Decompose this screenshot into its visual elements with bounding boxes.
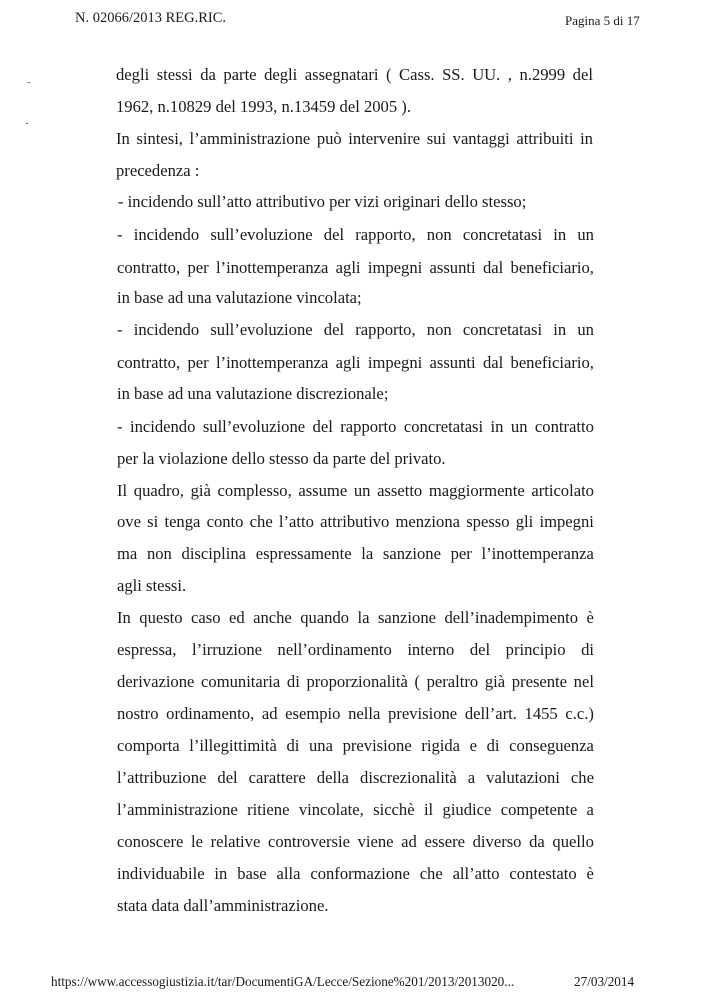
page-label: Pagina 5 di 17 [565, 13, 640, 28]
text-line: ma non disciplina espressamente la sanzione per l’inottemperanza [117, 544, 594, 563]
text-line: - incidendo sull’evoluzione del rapporto concretatasi in un contratto [117, 417, 594, 436]
text-line: in base ad una valutazione vincolata; [117, 288, 362, 307]
text-line: precedenza : [116, 161, 200, 180]
text-line: in base ad una valutazione discrezionale; [117, 384, 389, 403]
text-line: In questo caso ed anche quando la sanzione dell’inadempimento è [117, 608, 594, 627]
footer-date: 27/03/2014 [574, 974, 635, 989]
text-line: derivazione comunitaria di proporzionalità ( peraltro già presente nel [117, 672, 594, 691]
text-line: agli stessi. [117, 576, 187, 595]
text-line: l’amministrazione ritiene vincolate, sicchè il giudice competente a [117, 800, 594, 819]
text-line: contratto, per l’inottemperanza agli impegni assunti dal beneficiario, [117, 258, 594, 277]
text-line: conoscere le relative controversie viene ad essere diverso da quello [117, 832, 594, 851]
text-line: espressa, l’irruzione nell’ordinamento interno del principio di [117, 640, 594, 659]
margin-mark: - [27, 76, 31, 88]
text-line: contratto, per l’inottemperanza agli impegni assunti dal beneficiario, [117, 353, 594, 372]
text-line: individuabile in base alla conformazione che all’atto contestato è [117, 864, 594, 883]
text-line: degli stessi da parte degli assegnatari ( Cass. SS. UU. , n.2999 del [116, 65, 593, 84]
text-line: stata data dall’amministrazione. [117, 896, 329, 915]
case-number: N. 02066/2013 REG.RIC. [75, 10, 227, 26]
footer-url: https://www.accessogiustizia.it/tar/DocumentiGA/Lecce/Sezione%201/2013/2013020... [51, 974, 515, 989]
text-line: per la violazione dello stesso da parte del privato. [117, 449, 446, 468]
text-line: nostro ordinamento, ad esempio nella previsione dell’art. 1455 c.c.) [117, 704, 594, 723]
text-line: - incidendo sull’evoluzione del rapporto, non concretatasi in un [117, 320, 594, 339]
text-line: - incidendo sull’evoluzione del rapporto, non concretatasi in un [117, 225, 594, 244]
text-line: ove si tenga conto che l’atto attributivo menziona spesso gli impegni [117, 512, 594, 531]
text-line: In sintesi, l’amministrazione può intervenire sui vantaggi attribuiti in [116, 129, 593, 148]
text-line: - incidendo sull’atto attributivo per vizi originari dello stesso; [118, 192, 527, 211]
margin-mark: - [25, 117, 29, 129]
text-line: l’attribuzione del carattere della discrezionalità a valutazioni che [117, 768, 594, 787]
text-line: comporta l’illegittimità di una previsione rigida e di conseguenza [117, 736, 594, 755]
text-line: 1962, n.10829 del 1993, n.13459 del 2005 ). [116, 97, 411, 116]
text-line: Il quadro, già complesso, assume un assetto maggiormente articolato [117, 481, 594, 500]
